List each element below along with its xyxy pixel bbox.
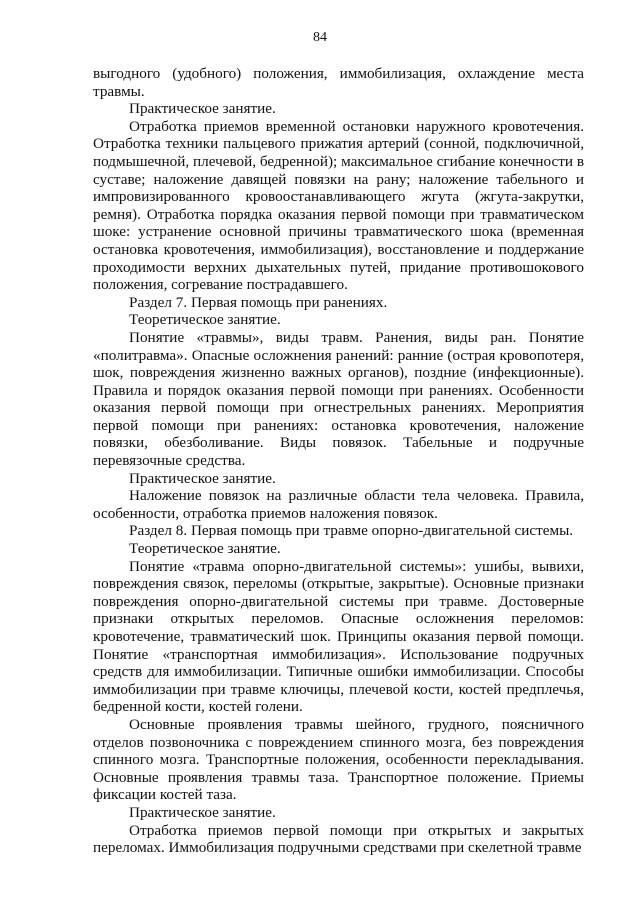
paragraph: Основные проявления травмы шейного, грудного, поясничного отделов позвоночника с повреждением спинного мозга, без повреждения спинного мозга. Транспортные положения, особенности перекладывания. Основные проявления травмы таза. Транспортное положение. Приемы фиксации костей таза. bbox=[93, 715, 584, 804]
subheading-theoretical: Теоретическое занятие. bbox=[129, 311, 281, 329]
subheading-practical: Практическое занятие. bbox=[129, 469, 276, 487]
paragraph: Отработка приемов первой помощи при открытых и закрытых переломах. Иммобилизация подручными средствами при скелетной травме bbox=[93, 821, 584, 857]
section-heading: Раздел 8. Первая помощь при травме опорно-двигательной системы. bbox=[129, 522, 574, 540]
paragraph: Понятие «травмы», виды травм. Ранения, виды ран. Понятие «политравма». Опасные осложнения ранений: ранние (острая кровопотеря, шок, повреждения жизненно важных органов), поздние (инфекционные). Правила и порядок оказания первой помощи при ранениях. Особенности оказания первой помощи при огнестрельных ранениях. Мероприятия первой помощи при ранениях: остановка кровотечения, наложение повязки, обезболивание. Виды повязок. Табельные и подручные перевязочные средства. bbox=[93, 328, 584, 470]
paragraph: Отработка приемов временной остановки наружного кровотечения. Отработка техники пальцевого прижатия артерий (сонной, подключичной, подмышечной, плечевой, бедренной); максимальное сгибание конечности в суставе; наложение давящей повязки на рану; наложение табельного и импровизированного кровоостанавливающего жгута (жгута-закрутки, ремня). Отработка порядка оказания первой помощи при травматическом шоке: устранение основной причины травматического шока (временная остановка кровотечения, иммобилизация), восстановление и поддержание проходимости верхних дыхательных путей, придание противошокового положения, согревание пострадавшего. bbox=[93, 117, 584, 294]
subheading-theoretical: Теоретическое занятие. bbox=[129, 540, 281, 558]
document-body bbox=[93, 65, 584, 857]
page-number: 84 bbox=[313, 30, 327, 45]
section-heading: Раздел 7. Первая помощь при ранениях. bbox=[129, 293, 388, 311]
paragraph: выгодного (удобного) положения, иммобилизация, охлаждение места травмы. bbox=[93, 65, 584, 100]
subheading-practical: Практическое занятие. bbox=[129, 803, 276, 821]
paragraph: Наложение повязок на различные области тела человека. Правила, особенности, отработка приемов наложения повязок. bbox=[93, 487, 584, 522]
paragraph: Понятие «травма опорно-двигательной системы»: ушибы, вывихи, повреждения связок, переломы (открытые, закрытые). Основные признаки повреждения опорно-двигательной системы при травме. Достоверные признаки открытых переломов. Опасные осложнения переломов: кровотечение, травматический шок. Принципы оказания первой помощи. Понятие «транспортная иммобилизация». Использование подручных средств для иммобилизации. Типичные ошибки иммобилизации. Способы иммобилизации при травме ключицы, плечевой кости, костей предплечья, бедренной кости, костей голени. bbox=[93, 557, 584, 716]
subheading-practical: Практическое занятие. bbox=[129, 100, 276, 118]
